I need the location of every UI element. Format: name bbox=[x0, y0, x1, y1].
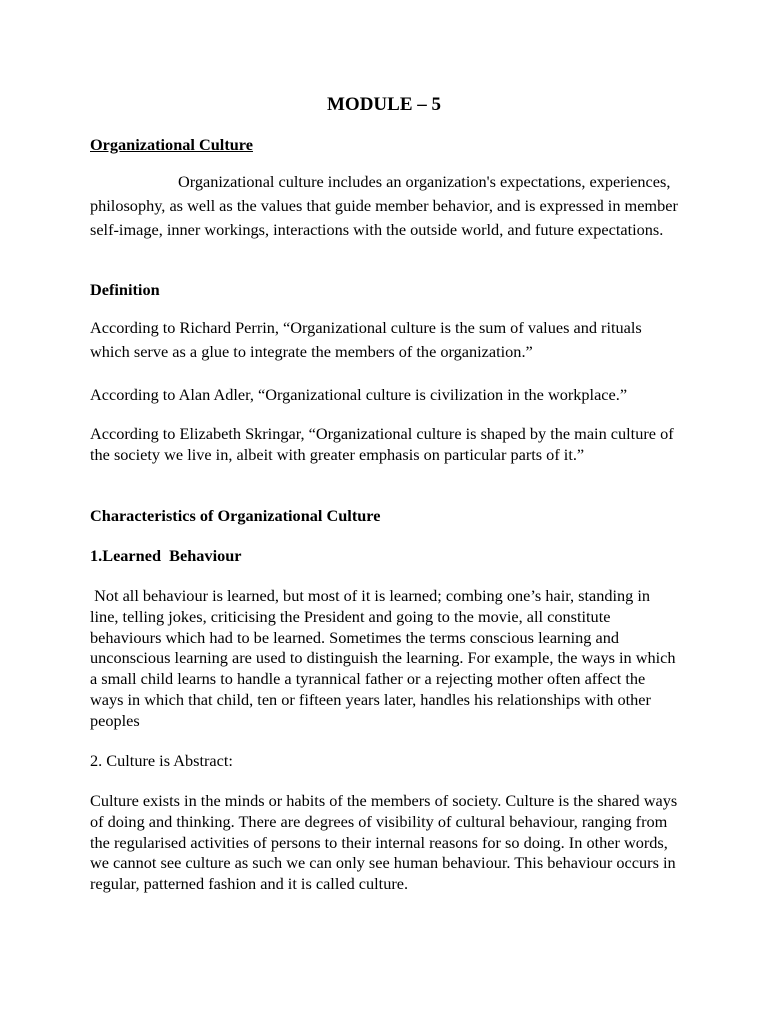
characteristic-body-learned-behaviour: Not all behaviour is learned, but most of it is learned; combing one’s hair, standing in line, telling jokes, criticising the President and going to the movie, all constitute behaviours which had to be learned. Sometimes the terms conscious learning and unconscious learning are used to distinguish the learning. For example, the ways in which a small child learns to handle a tyrannical father or a rejecting mother often affect the ways in which that child, ten or fifteen years later, handles his relationships with other peoples bbox=[90, 586, 680, 730]
characteristics-heading: Characteristics of Organizational Culture bbox=[90, 506, 381, 525]
module-title: MODULE – 5 bbox=[327, 94, 441, 115]
definition-skringar: According to Elizabeth Skringar, “Organizational culture is shaped by the main culture of the society we live in, albeit with greater emphasis on particular parts of it.” bbox=[90, 424, 674, 464]
characteristic-body-culture-abstract: Culture exists in the minds or habits of the members of society. Culture is the shared ways of doing and thinking. There are degrees of visibility of cultural behaviour, ranging from the regularised activities of persons to their internal reasons for so doing. In other words, we cannot see culture as such we can only see human behaviour. This behaviour occurs in regular, patterned fashion and it is called culture. bbox=[90, 791, 678, 894]
intro-paragraph: Organizational culture includes an organization's expectations, experiences, philosophy, as well as the values that guide member behavior, and is expressed in member self-image, inner workings, interactions with the outside world, and future expectations. bbox=[90, 172, 678, 239]
section-heading-organizational-culture: Organizational Culture bbox=[90, 135, 253, 154]
definition-perrin: According to Richard Perrin, “Organizational culture is the sum of values and rituals which serve as a glue to integrate the members of the organization.” bbox=[90, 318, 642, 361]
definition-adler: According to Alan Adler, “Organizational culture is civilization in the workplace.” bbox=[90, 385, 628, 404]
definition-heading: Definition bbox=[90, 280, 160, 299]
characteristic-title-learned-behaviour: 1.Learned Behaviour bbox=[90, 546, 242, 565]
characteristic-title-culture-abstract: 2. Culture is Abstract: bbox=[90, 751, 233, 770]
